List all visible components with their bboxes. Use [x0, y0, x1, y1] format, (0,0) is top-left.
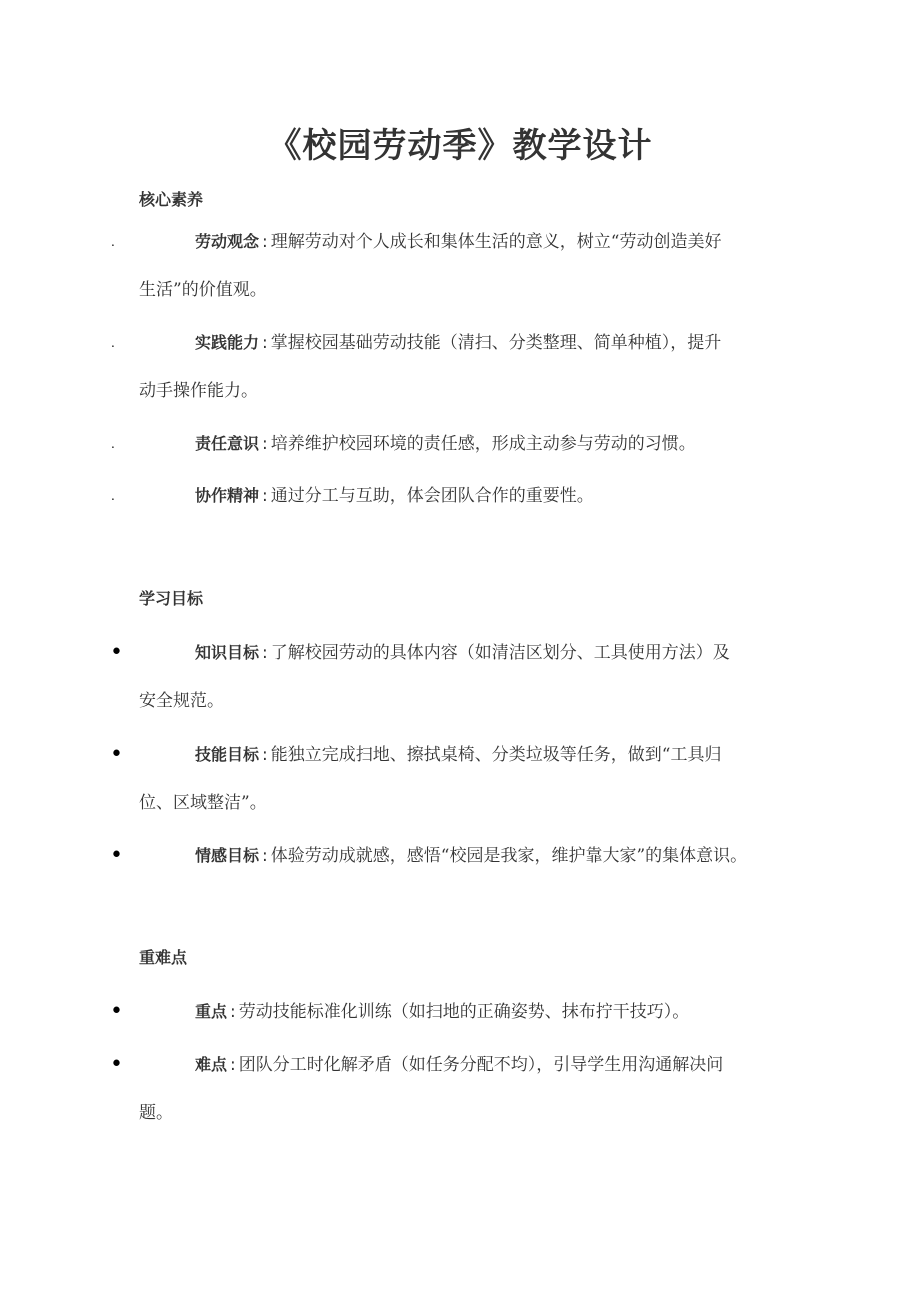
item-label: 劳动观念	[195, 232, 260, 251]
item-separator: :	[262, 333, 268, 353]
bullet-icon: •	[110, 1052, 123, 1077]
item-label: 重点	[195, 1002, 228, 1021]
item-text: 劳动技能标准化训练（如扫地的正确姿势、抹布拧干技巧）。	[238, 1002, 690, 1022]
item-label: 实践能力	[195, 333, 260, 352]
item-label: 责任意识	[195, 434, 260, 453]
item-text-continued: 安全规范。	[139, 691, 224, 711]
item-label: 协作精神	[195, 486, 260, 505]
item-separator: :	[262, 745, 268, 765]
section-heading-learning-goals: 学习目标	[139, 589, 204, 608]
list-marker: .	[111, 489, 115, 503]
list-item-line	[195, 1002, 795, 1022]
item-text: 掌握校园基础劳动技能（清扫、分类整理、简单种植），提升	[270, 333, 722, 353]
item-text: 通过分工与互助，体会团队合作的重要性。	[270, 486, 594, 506]
bullet-icon: •	[110, 742, 123, 767]
item-text: 了解校园劳动的具体内容（如清洁区划分、工具使用方法）及	[270, 643, 730, 663]
list-item-line	[195, 643, 795, 663]
list-item-line	[195, 434, 795, 454]
bullet-icon: •	[110, 999, 123, 1024]
section-heading-key-points: 重难点	[139, 948, 188, 967]
bullet-icon: •	[110, 843, 123, 868]
item-text-continued: 题。	[139, 1103, 173, 1123]
item-text-continued: 生活”的价值观。	[139, 280, 267, 300]
list-item-line	[195, 486, 795, 506]
item-text: 培养维护校园环境的责任感，形成主动参与劳动的习惯。	[270, 434, 696, 454]
item-separator: :	[230, 1002, 236, 1022]
item-text-continued: 位、区域整洁”。	[139, 793, 267, 813]
item-text: 理解劳动对个人成长和集体生活的意义，树立“劳动创造美好	[270, 232, 722, 252]
item-separator: :	[262, 846, 268, 866]
item-label: 技能目标	[195, 745, 260, 764]
list-item-line	[195, 1055, 795, 1075]
list-item-line	[195, 846, 795, 866]
item-separator: :	[262, 486, 268, 506]
list-item-line	[195, 745, 795, 765]
item-separator: :	[262, 434, 268, 454]
document-title: 《校园劳动季》教学设计	[267, 126, 653, 166]
item-label: 难点	[195, 1055, 228, 1074]
item-separator: :	[262, 643, 268, 663]
list-item-line	[195, 232, 795, 252]
list-item-line	[195, 333, 795, 353]
item-text: 体验劳动成就感，感悟“校园是我家，维护靠大家”的集体意识。	[270, 846, 748, 866]
list-marker: .	[111, 437, 115, 451]
item-text-continued: 动手操作能力。	[139, 381, 258, 401]
item-label: 情感目标	[195, 846, 260, 865]
item-label: 知识目标	[195, 643, 260, 662]
list-marker: .	[111, 235, 115, 249]
item-text: 团队分工时化解矛盾（如任务分配不均），引导学生用沟通解决问	[238, 1055, 724, 1075]
item-separator: :	[262, 232, 268, 252]
bullet-icon: •	[110, 640, 123, 665]
list-marker: .	[111, 336, 115, 350]
section-heading-core-literacy: 核心素养	[139, 190, 204, 209]
item-separator: :	[230, 1055, 236, 1075]
item-text: 能独立完成扫地、擦拭桌椅、分类垃圾等任务，做到“工具归	[270, 745, 722, 765]
